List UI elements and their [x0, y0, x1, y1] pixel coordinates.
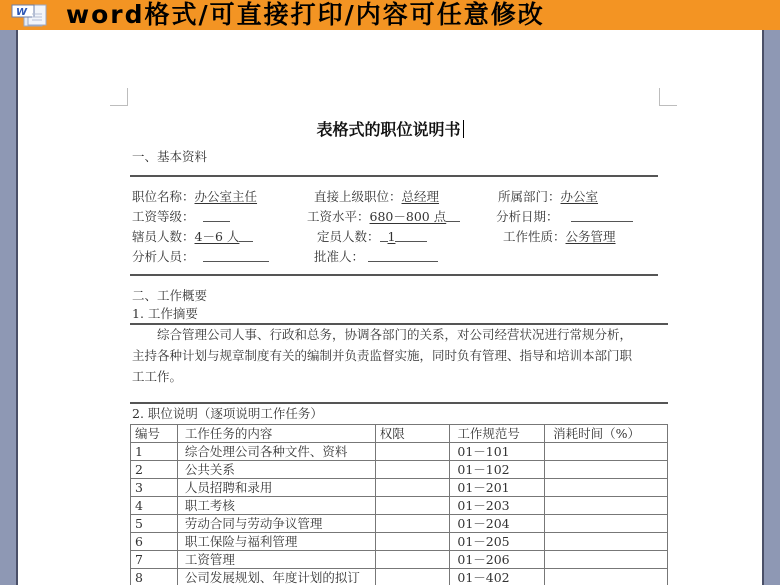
table-row	[131, 443, 668, 461]
divider-rule	[130, 274, 658, 276]
field-blank	[368, 250, 438, 262]
field-value: 公务管理	[565, 229, 616, 244]
cell-spec-number: 01－205	[450, 533, 545, 551]
cell-task: 工资管理	[177, 551, 375, 569]
banner-text: word格式/可直接打印/内容可任意修改	[66, 0, 545, 29]
header-cell-number: 编号	[131, 425, 178, 443]
cell-spec-number: 01－402	[450, 569, 545, 585]
cell-spec-number: 01－203	[450, 497, 545, 515]
cell-time	[545, 533, 668, 551]
summary-heading: 1. 工作摘要	[132, 306, 198, 321]
cell-time	[545, 497, 668, 515]
field-label: 工作性质：	[503, 229, 566, 244]
field-blank	[380, 230, 388, 242]
cell-authority	[375, 569, 450, 585]
field-blank	[446, 210, 460, 222]
duties-table	[130, 424, 668, 585]
table-row	[131, 497, 668, 515]
field-label: 职位名称：	[132, 189, 195, 204]
svg-text:W: W	[16, 7, 28, 18]
cell-time	[545, 443, 668, 461]
field-subordinates	[132, 229, 253, 245]
field-value: 总经理	[401, 189, 440, 204]
field-salary-level	[307, 209, 460, 225]
field-department	[498, 189, 598, 205]
cell-authority	[375, 497, 450, 515]
field-value: 办公室	[560, 189, 599, 204]
field-label: 分析人员：	[132, 249, 195, 264]
summary-paragraph	[132, 324, 672, 387]
field-value: 4－6 人	[194, 229, 240, 244]
header-cell-task: 工作任务的内容	[177, 425, 375, 443]
document-title-text: 表格式的职位说明书	[316, 120, 461, 139]
field-label: 直接上级职位：	[314, 189, 402, 204]
field-blank	[203, 210, 230, 222]
field-label: 辖员人数：	[132, 229, 195, 244]
field-blank	[395, 230, 427, 242]
cell-task: 公司发展规划、年度计划的拟订	[177, 569, 375, 585]
cell-number: 2	[131, 461, 178, 479]
word-document-icon	[10, 3, 52, 27]
cell-task: 公共关系	[177, 461, 375, 479]
cell-number: 8	[131, 569, 178, 585]
cell-spec-number: 01－102	[450, 461, 545, 479]
cell-number: 5	[131, 515, 178, 533]
margin-corner-mark-left	[110, 88, 128, 106]
cell-task: 人员招聘和录用	[177, 479, 375, 497]
cell-spec-number: 01－101	[450, 443, 545, 461]
header-cell-authority: 权限	[375, 425, 450, 443]
table-row	[131, 479, 668, 497]
field-blank	[239, 230, 253, 242]
right-gutter	[762, 30, 780, 585]
field-value: 办公室主任	[194, 189, 258, 204]
cell-time	[545, 551, 668, 569]
field-value: 1	[387, 229, 396, 244]
left-gutter	[0, 30, 18, 585]
cell-spec-number: 01－204	[450, 515, 545, 533]
cell-number: 3	[131, 479, 178, 497]
cell-number: 4	[131, 497, 178, 515]
cell-time	[545, 461, 668, 479]
summary-line: 主持各种计划与规章制度有关的编制并负责监督实施，同时负有管理、指导和培训本部门职	[132, 348, 633, 363]
field-label: 工资水平：	[307, 209, 370, 224]
field-label: 定员人数：	[317, 229, 380, 244]
field-job-nature	[503, 229, 616, 245]
cell-spec-number: 01－201	[450, 479, 545, 497]
margin-corner-mark-right	[659, 88, 677, 106]
header-cell-time: 消耗时间（%）	[545, 425, 668, 443]
field-analysis-date	[496, 209, 633, 225]
field-label: 工资等级：	[132, 209, 195, 224]
section2-heading: 二、工作概要	[132, 288, 208, 303]
cell-authority	[375, 461, 450, 479]
table-row	[131, 461, 668, 479]
text-cursor	[463, 120, 464, 138]
table-row	[131, 515, 668, 533]
field-blank	[571, 210, 633, 222]
cell-time	[545, 569, 668, 585]
table-row	[131, 533, 668, 551]
cell-task: 劳动合同与劳动争议管理	[177, 515, 375, 533]
section1-heading: 一、基本资料	[132, 149, 208, 164]
summary-line: 工工作。	[132, 369, 183, 384]
field-salary-grade	[132, 209, 230, 225]
field-blank	[203, 250, 269, 262]
summary-line: 综合管理公司人事、行政和总务，协调各部门的关系，对公司经营状况进行常规分析，	[157, 327, 633, 342]
field-label: 批准人：	[314, 249, 365, 264]
document-title[interactable]	[0, 117, 780, 140]
divider-rule	[130, 402, 668, 404]
field-label: 所属部门：	[498, 189, 561, 204]
cell-authority	[375, 515, 450, 533]
cell-authority	[375, 479, 450, 497]
cell-time	[545, 479, 668, 497]
field-label: 分析日期：	[496, 209, 559, 224]
promo-banner	[0, 0, 780, 30]
cell-task: 职工考核	[177, 497, 375, 515]
table-row	[131, 551, 668, 569]
field-analyst	[132, 249, 269, 265]
cell-task: 职工保险与福利管理	[177, 533, 375, 551]
cell-number: 7	[131, 551, 178, 569]
cell-authority	[375, 443, 450, 461]
field-value: 680－800 点	[369, 209, 447, 224]
field-supervisor	[314, 189, 439, 205]
cell-authority	[375, 551, 450, 569]
field-approver	[314, 249, 438, 265]
cell-spec-number: 01－206	[450, 551, 545, 569]
header-cell-spec-number: 工作规范号	[450, 425, 545, 443]
cell-number: 1	[131, 443, 178, 461]
field-position-name	[132, 189, 257, 205]
cell-time	[545, 515, 668, 533]
table-row	[131, 569, 668, 585]
divider-rule	[130, 175, 658, 177]
duties-heading: 2. 职位说明（逐项说明工作任务）	[132, 406, 323, 421]
field-headcount	[317, 229, 427, 245]
table-header-row	[131, 425, 668, 443]
cell-authority	[375, 533, 450, 551]
cell-number: 6	[131, 533, 178, 551]
cell-task: 综合处理公司各种文件、资料	[177, 443, 375, 461]
